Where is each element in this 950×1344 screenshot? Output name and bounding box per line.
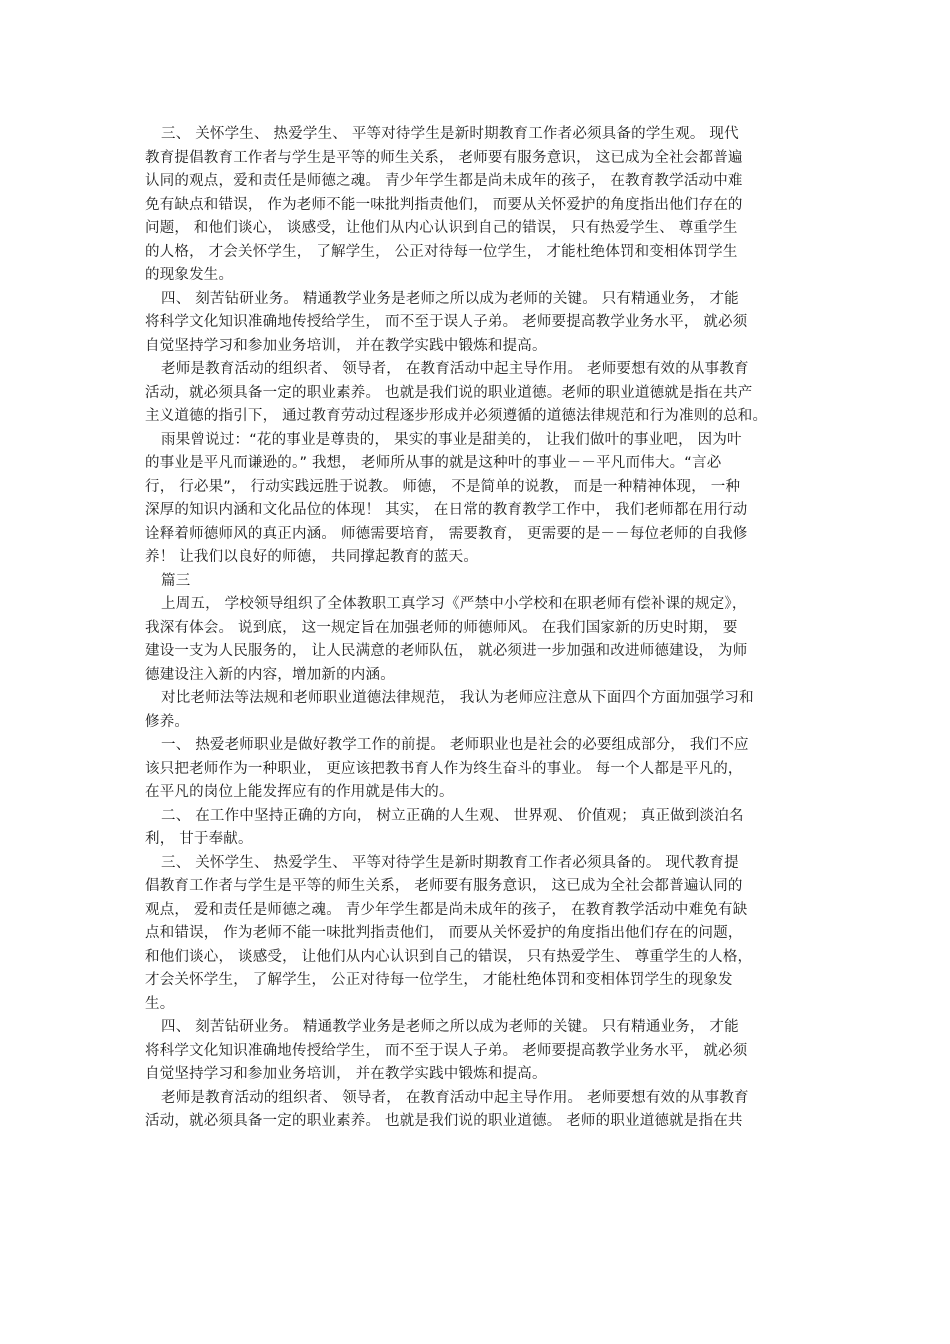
text-line: 和他们谈心， 谈感受， 让他们从内心认识到自己的错误， 只有热爱学生、 尊重学生的人格， — [145, 948, 753, 965]
text-line: 老师是教育活动的组织者、 领导者， 在教育活动中起主导作用。 老师要想有效的从事教育 — [161, 361, 749, 377]
text-line: 倡教育工作者与学生是平等的师生关系， 老师要有服务意识， 这已成为全社会都普遍认同的 — [145, 878, 743, 894]
text-line: 雨果曾说过：“花的事业是尊贵的， 果实的事业是甜美的， 让我们做叶的事业吧， 因为叶 — [161, 431, 742, 448]
text-line: 老师是教育活动的组织者、 领导者， 在教育活动中起主导作用。 老师要想有效的从事教育 — [161, 1089, 749, 1106]
text-line: 篇三 — [161, 572, 191, 589]
paragraph — [145, 852, 825, 1017]
text-line: 诠释着师德师风的真正内涵。 师德需要培育， 需要教育， 更需要的是－－每位老师的自我修 — [145, 525, 748, 542]
paragraph — [145, 123, 825, 288]
document-page — [145, 123, 825, 1134]
paragraph — [145, 288, 825, 359]
paragraph — [145, 734, 825, 805]
text-line: 四、 刻苦钻研业务。 精通教学业务是老师之所以成为老师的关键。 只有精通业务， 才能 — [161, 290, 739, 307]
paragraph — [145, 805, 825, 852]
paragraph — [145, 1016, 825, 1087]
text-line: 问题， 和他们谈心， 谈感受，让他们从内心认识到自己的错误， 只有热爱学生、 尊重学生 — [145, 220, 738, 236]
text-line: 主义道德的指引下， 通过教育劳动过程逐步形成并必须遵循的道德法律规范和行为准则的总和。 — [145, 408, 768, 424]
text-line: 建设一支为人民服务的， 让人民满意的老师队伍， 就必须进一步加强和改进师德建设， 为师 — [145, 643, 748, 659]
paragraph — [145, 593, 825, 687]
text-line: 的人格， 才会关怀学生， 了解学生， 公正对待每一位学生， 才能杜绝体罚和变相体罚学生 — [145, 243, 738, 260]
text-line: 修养。 — [145, 713, 190, 730]
text-line: 点和错误， 作为老师不能一味批判指责他们， 而要从关怀爱护的角度指出他们存在的问题， — [145, 925, 743, 941]
paragraph — [145, 687, 825, 734]
paragraph — [145, 570, 825, 594]
text-line: 三、 关怀学生、 热爱学生、 平等对待学生是新时期教育工作者必须具备的。 现代教育提 — [161, 854, 739, 871]
text-line: 观点， 爱和责任是师德之魂。 青少年学生都是尚未成年的孩子， 在教育教学活动中难免有缺 — [145, 901, 748, 918]
text-line: 上周五， 学校领导组织了全体教职工真学习《严禁中小学校和在职老师有偿补课的规定》， — [161, 596, 747, 612]
text-line: 生。 — [145, 995, 175, 1012]
text-line: 在平凡的岗位上能发挥应有的作用就是伟大的。 — [145, 784, 454, 800]
text-line: 活动，就必须具备一定的职业素养。 也就是我们说的职业道德。老师的职业道德就是指在共产 — [145, 384, 753, 401]
text-line: 一、 热爱老师职业是做好教学工作的前提。 老师职业也是社会的必要组成部分， 我们不应 — [161, 737, 749, 753]
text-line: 利， 甘于奉献。 — [145, 831, 253, 847]
text-line: 的事业是平凡而谦逊的。” 我想， 老师所从事的就是这种叶的事业－－平凡而伟大。“言必 — [145, 455, 722, 471]
text-line: 免有缺点和错误， 作为老师不能一味批判指责他们， 而要从关怀爱护的角度指出他们存在的 — [145, 196, 743, 213]
text-line: 对比老师法等法规和老师职业道德法律规范， 我认为老师应注意从下面四个方面加强学习和 — [161, 690, 754, 706]
text-line: 的现象发生。 — [145, 267, 234, 283]
text-line: 自觉坚持学习和参加业务培训， 并在教学实践中锻炼和提高。 — [145, 337, 547, 354]
text-line: 该只把老师作为一种职业， 更应该把教书育人作为终生奋斗的事业。 每一个人都是平凡的， — [145, 760, 743, 777]
text-line: 养！ 让我们以良好的师德， 共同撑起教育的蓝天。 — [145, 549, 479, 565]
text-line: 认同的观点，爱和责任是师德之魂。 青少年学生都是尚未成年的孩子， 在教育教学活动中难 — [145, 173, 743, 189]
text-line: 才会关怀学生， 了解学生， 公正对待每一位学生， 才能杜绝体罚和变相体罚学生的现象发 — [145, 972, 733, 988]
text-line: 将科学文化知识准确地传授给学生， 而不至于误人子弟。 老师要提高教学业务水平， 就必须 — [145, 314, 748, 330]
text-line: 二、 在工作中坚持正确的方向， 树立正确的人生观、 世界观、 价值观； 真正做到淡泊名 — [161, 807, 744, 824]
paragraph — [145, 429, 825, 570]
text-line: 我深有体会。 说到底， 这一规定旨在加强老师的师德师风。 在我们国家新的历史时期， 要 — [145, 619, 738, 636]
text-line: 活动，就必须具备一定的职业素养。 也就是我们说的职业道德。 老师的职业道德就是指在共 — [145, 1113, 743, 1129]
text-line: 深厚的知识内涵和文化品位的体现！ 其实， 在日常的教育教学工作中， 我们老师都在用行动 — [145, 502, 748, 518]
paragraph — [145, 358, 825, 429]
text-line: 四、 刻苦钻研业务。 精通教学业务是老师之所以成为老师的关键。 只有精通业务， 才能 — [161, 1019, 739, 1035]
text-line: 三、 关怀学生、 热爱学生、 平等对待学生是新时期教育工作者必须具备的学生观。 现代 — [161, 126, 739, 142]
paragraph — [145, 1087, 825, 1134]
text-line: 自觉坚持学习和参加业务培训， 并在教学实践中锻炼和提高。 — [145, 1066, 547, 1082]
text-line: 德建设注入新的内容，增加新的内涵。 — [145, 666, 395, 683]
text-line: 将科学文化知识准确地传授给学生， 而不至于误人子弟。 老师要提高教学业务水平， 就必须 — [145, 1042, 748, 1059]
text-line: 教育提倡教育工作者与学生是平等的师生关系， 老师要有服务意识， 这已成为全社会都普遍 — [145, 149, 743, 166]
text-line: 行， 行必果”， 行动实践远胜于说教。 师德， 不是简单的说教， 而是一种精神体现， 一种 — [145, 478, 741, 495]
